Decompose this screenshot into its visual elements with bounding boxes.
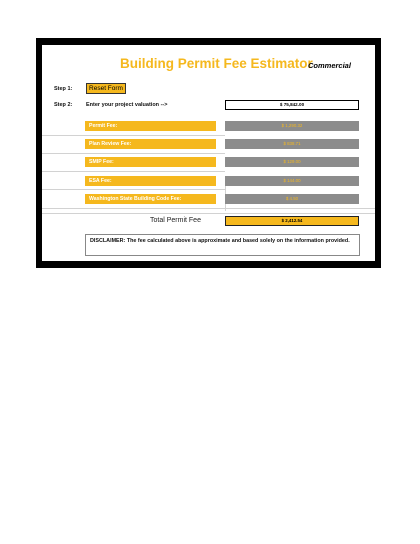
grid-line [42,213,375,214]
total-permit-fee-value: $ 2,412.54 [225,216,359,226]
project-valuation-input[interactable]: $ 75,842.00 [225,100,359,110]
grid-line [42,153,225,154]
valuation-prompt: Enter your project valuation --> [86,102,168,108]
project-type-label: Commercial [308,61,351,70]
grid-line [42,208,375,209]
disclaimer-text: DISCLAIMER: The fee calculated above is approximate and based solely on the information provided. [85,234,360,256]
grid-line [42,135,225,136]
grid-line [42,189,225,190]
wa-building-code-fee-value: $ 4.50 [225,194,359,204]
grid-line [42,171,225,172]
page-title: Building Permit Fee Estimator [120,56,313,71]
smip-fee-value: $ 129.00 [225,157,359,167]
esa-fee-value: $ 144.00 [225,176,359,186]
permit-fee-label: Permit Fee: [85,121,216,131]
total-permit-fee-label: Total Permit Fee [150,217,201,224]
plan-review-fee-value: $ 838.71 [225,139,359,149]
reset-form-button[interactable]: Reset Form [86,83,126,94]
plan-review-fee-label: Plan Review Fee: [85,139,216,149]
step2-label: Step 2: [54,102,73,108]
wa-building-code-fee-label: Washington State Building Code Fee: [85,194,216,204]
permit-fee-value: $ 1,290.32 [225,121,359,131]
step1-label: Step 1: [54,86,73,92]
fee-estimator-sheet [42,45,375,261]
smip-fee-label: SMIP Fee: [85,157,216,167]
esa-fee-label: ESA Fee: [85,176,216,186]
